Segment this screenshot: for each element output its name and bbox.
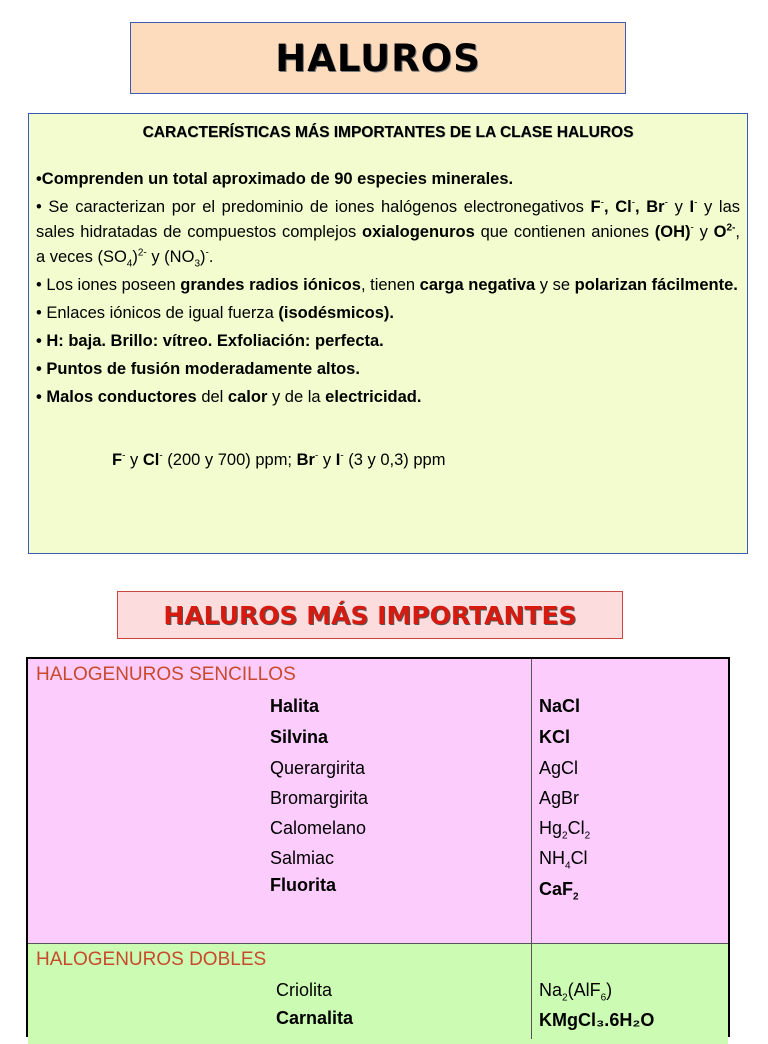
characteristics-box	[28, 113, 748, 554]
double-halides-label: HALOGENUROS DOBLES	[36, 949, 267, 970]
bullet-conductors: • Malos conductores del calor y de la electricidad.	[36, 388, 422, 406]
mineral-formula: CaF$_2$	[539, 879, 579, 903]
halides-table	[26, 657, 730, 1037]
characteristics-heading: CARACTERÍSTICAS MÁS IMPORTANTES DE LA CLASE HALUROS	[142, 124, 634, 141]
mineral-formula: AgBr	[539, 788, 580, 808]
section-divider	[28, 943, 728, 944]
simple-halides-section	[28, 659, 728, 943]
subtitle-box	[117, 591, 623, 639]
mineral-name: Querargirita	[270, 758, 366, 778]
mineral-formula: $NH_4Cl$	[539, 848, 588, 872]
bullet-ion-radius: • Los iones poseen grandes radios iónicos, tienen carga negativa y se polarizan fácilmente.	[36, 276, 738, 294]
mineral-name: Silvina	[270, 727, 329, 747]
mineral-name: Carnalita	[276, 1008, 354, 1028]
bullet-halogen-ions: • Se caracterizan por el predominio de iones halógenos electronegativos F-, Cl-, Br- y I- y las sales hidratadas de compuestos complejos oxialogenuros que contienen aniones (OH)- y $O^{2-}$, a veces $(SO_4)^{2-}$ y $(NO_3)^-$.	[36, 197, 741, 270]
mineral-formula: $Na_2(AlF_6)$	[539, 980, 613, 1004]
mineral-formula: KMgCl₃.6H₂O	[539, 1010, 655, 1030]
simple-halides-label: HALOGENUROS SENCILLOS	[36, 664, 296, 685]
mineral-formula: AgCl	[539, 758, 579, 778]
subtitle: HALUROS MÁS IMPORTANTES	[163, 600, 577, 630]
mineral-name: Calomelano	[270, 818, 367, 838]
mineral-name: Halita	[270, 696, 320, 716]
bullet-bonds: • Enlaces iónicos de igual fuerza (isodésmicos).	[36, 304, 394, 322]
page-title: HALUROS	[275, 36, 481, 80]
mineral-formula: $Hg_2Cl_2$	[539, 818, 591, 842]
bullet-hardness: • H: baja. Brillo: vítreo. Exfoliación: perfecta.	[36, 332, 384, 350]
ppm-line: F- y Cl- (200 y 700) ppm; Br- y I- (3 y 0,3) ppm	[112, 450, 446, 469]
mineral-name: Criolita	[276, 980, 333, 1000]
mineral-formula: KCl	[539, 727, 570, 747]
mineral-name: Salmiac	[270, 848, 335, 868]
title-box	[130, 22, 626, 94]
bullet-melting: • Puntos de fusión moderadamente altos.	[36, 360, 360, 378]
mineral-formula: NaCl	[539, 696, 581, 716]
mineral-name: Bromargirita	[270, 788, 369, 808]
mineral-name: Fluorita	[270, 875, 336, 895]
bullet-species: •Comprenden un total aproximado de 90 especies minerales.	[36, 170, 514, 188]
column-divider	[531, 659, 532, 1039]
